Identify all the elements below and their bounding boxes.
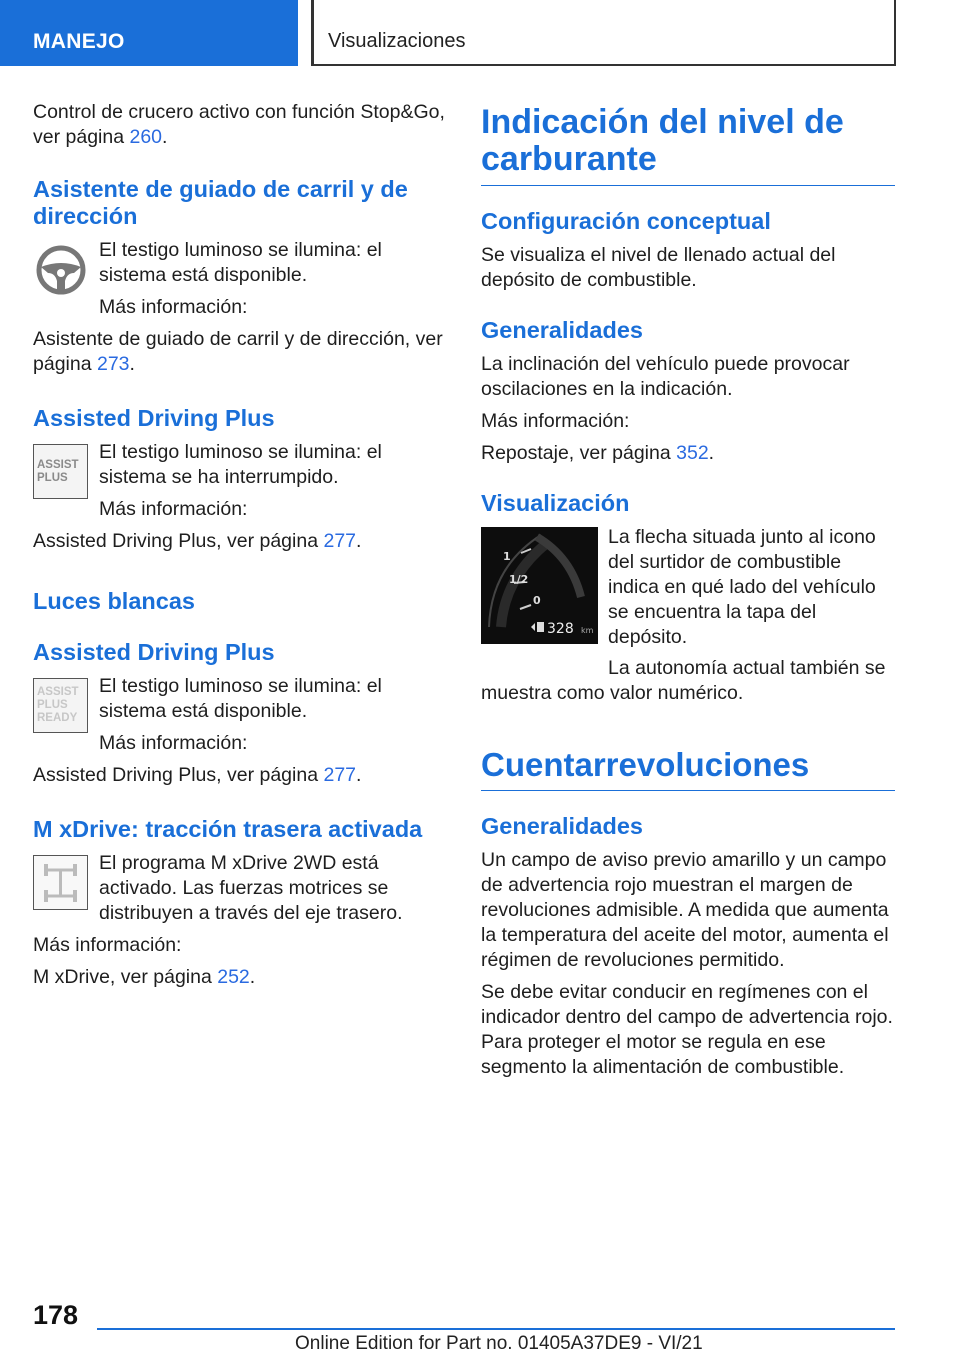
footer-rule bbox=[97, 1328, 895, 1330]
page-link-277b[interactable]: 277 bbox=[323, 764, 357, 786]
adp-ready-heading: Assisted Driving Plus bbox=[33, 639, 275, 665]
xdrive-heading: M xDrive: tracción trasera activada bbox=[33, 816, 423, 842]
adp-interrupted-ref: Assisted Driving Plus, ver página 277. bbox=[33, 530, 362, 552]
chapter-tab bbox=[311, 0, 896, 66]
display-text-2: La autonomía actual también se muestra como valor numérico. bbox=[481, 657, 886, 704]
adp-ready-more: Más información: bbox=[99, 732, 248, 754]
adp-interrupted-more: Más información: bbox=[99, 498, 248, 520]
general-heading: Generalidades bbox=[481, 317, 643, 343]
steering-wheel-icon bbox=[33, 242, 88, 297]
adp-ready-indicator bbox=[33, 674, 448, 763]
adp-ready-desc: El testigo luminoso se ilumina: el sistema está disponible. bbox=[99, 675, 382, 722]
adp-ready-ref: Assisted Driving Plus, ver página 277. bbox=[33, 764, 362, 786]
adp-interrupted-heading: Assisted Driving Plus bbox=[33, 405, 275, 431]
assist-plus-ready-icon: ASSIST PLUS READY bbox=[33, 678, 88, 733]
display-text: La flecha situada junto al icono del surtidor de combustible indica en qué lado del vehículo se encuentra la tapa del depósito. bbox=[608, 526, 876, 648]
range-unit: km bbox=[581, 626, 594, 635]
left-column bbox=[33, 100, 448, 997]
assist-plus-icon: ASSIST PLUS bbox=[33, 444, 88, 499]
edition-text: Online Edition for Part no. 01405A37DE9 - VI/21 bbox=[295, 1333, 703, 1354]
xdrive-ref: M xDrive, ver página 252. bbox=[33, 966, 256, 988]
fuel-display-block bbox=[481, 525, 895, 657]
page-link-352[interactable]: 352 bbox=[676, 442, 709, 464]
fuel-mark-full: 1 bbox=[503, 550, 511, 563]
range-value: 328 bbox=[547, 621, 574, 637]
lane-assist-desc: El testigo luminoso se ilumina: el sistema está disponible. bbox=[99, 239, 382, 286]
fuel-mark-empty: 0 bbox=[533, 594, 541, 607]
fuel-gauge-heading: Indicación del nivel de carburante bbox=[481, 104, 895, 186]
xdrive-desc: El programa M xDrive 2WD está activado. Las fuerzas motrices se distribuyen a través del eje trasero. bbox=[99, 852, 403, 924]
section-title: MANEJO bbox=[33, 30, 125, 53]
lane-assist-ref: Asistente de guiado de carril y de dirección, ver página 273. bbox=[33, 328, 443, 375]
display-heading: Visualización bbox=[481, 490, 630, 516]
page-link-260[interactable]: 260 bbox=[129, 126, 163, 148]
page-number: 178 bbox=[33, 1300, 79, 1330]
fuel-gauge-image bbox=[481, 527, 598, 644]
tacho-text-2: Se debe evitar conducir en regímenes con el indicador dentro del campo de advertencia rojo. Para proteger el motor se regula en ese segmento la alimentación de combustible. bbox=[481, 981, 893, 1078]
lane-assist-more: Más información: bbox=[99, 296, 248, 318]
adp-interrupted-desc: El testigo luminoso se ilumina: el sistema se ha interrumpido. bbox=[99, 441, 382, 488]
xdrive-more: Más información: bbox=[33, 934, 182, 956]
general-more: Más información: bbox=[481, 410, 630, 432]
chapter-title: Visualizaciones bbox=[328, 30, 466, 52]
concept-heading: Configuración conceptual bbox=[481, 208, 771, 234]
section-tab bbox=[0, 0, 298, 66]
lane-assist-indicator bbox=[33, 238, 448, 327]
refuel-ref: Repostaje, ver página 352. bbox=[481, 442, 715, 464]
general-text: La inclinación del vehículo puede provocar oscilaciones en la indicación. bbox=[481, 353, 850, 400]
right-column bbox=[481, 104, 895, 1087]
tacho-general-heading: Generalidades bbox=[481, 813, 643, 839]
tacho-text-1: Un campo de aviso previo amarillo y un campo de advertencia rojo muestran el margen de revoluciones admisible. A medida que aumenta la temperatura del aceite del motor, aumenta el régimen de revoluciones permitido. bbox=[481, 849, 889, 971]
white-lights-heading: Luces blancas bbox=[33, 588, 195, 614]
page-link-277[interactable]: 277 bbox=[323, 530, 357, 552]
page-link-252[interactable]: 252 bbox=[217, 966, 250, 988]
tachometer-heading: Cuentarrevoluciones bbox=[481, 746, 895, 791]
intro-paragraph: Control de crucero activo con función Stop&Go, ver página 260. bbox=[33, 101, 445, 148]
page-link-273[interactable]: 273 bbox=[96, 353, 130, 375]
concept-text: Se visualiza el nivel de llenado actual del depósito de combustible. bbox=[481, 244, 836, 291]
fuel-mark-half: 1/2 bbox=[509, 573, 529, 586]
rear-axle-icon bbox=[33, 855, 88, 910]
adp-interrupted-indicator bbox=[33, 440, 448, 529]
lane-assist-heading: Asistente de guiado de carril y de dirección bbox=[33, 176, 408, 229]
xdrive-indicator bbox=[33, 851, 448, 933]
